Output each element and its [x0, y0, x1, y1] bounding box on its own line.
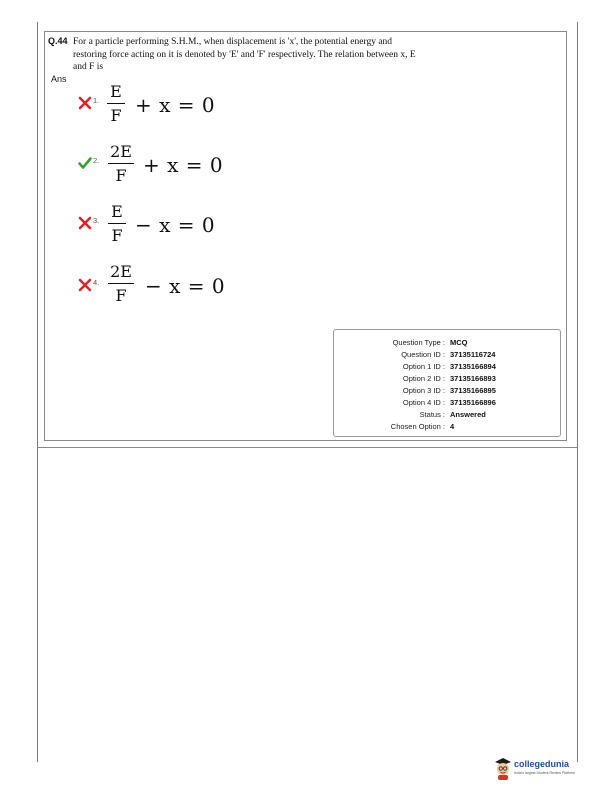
denominator: F — [115, 166, 127, 185]
denominator: F — [115, 286, 127, 305]
question-text: For a particle performing S.H.M., when displacement is 'x', the potential energy and restoring force acting on it is denoted by 'E' and 'F' respectively. The relation between x, E and F is — [73, 37, 416, 72]
info-key: Option 1 ID : — [402, 362, 445, 371]
info-row — [334, 338, 562, 350]
fraction-bar — [107, 103, 125, 104]
option-2 — [78, 142, 278, 198]
numerator: 2E — [110, 262, 132, 281]
equation-rest: + x = 0 — [143, 153, 224, 177]
fraction — [108, 142, 134, 185]
option-4 — [78, 262, 278, 318]
info-row — [334, 422, 562, 434]
info-row — [334, 398, 562, 410]
fraction-bar — [108, 223, 126, 224]
question-number: Q.44 — [48, 36, 68, 46]
info-key: Option 4 ID : — [402, 398, 445, 407]
cross-icon — [78, 96, 92, 110]
info-row — [334, 410, 562, 422]
option-number: 4. — [93, 278, 100, 287]
denominator: F — [111, 226, 123, 245]
info-value: Answered — [450, 410, 486, 419]
option-1 — [78, 82, 278, 138]
fraction — [107, 82, 125, 125]
info-value: 37135166895 — [450, 386, 496, 395]
info-key: Option 3 ID : — [402, 386, 445, 395]
denominator: F — [110, 106, 122, 125]
collegedunia-logo — [493, 756, 598, 782]
info-row — [334, 350, 562, 362]
equation-rest: − x = 0 — [135, 213, 216, 237]
info-row — [334, 374, 562, 386]
option-3 — [78, 202, 278, 258]
numerator: E — [111, 202, 123, 221]
check-icon — [78, 156, 92, 170]
ans-label: Ans — [51, 74, 67, 84]
info-key: Option 2 ID : — [402, 374, 445, 383]
info-value: 37135166896 — [450, 398, 496, 407]
equation-rest: − x = 0 — [145, 274, 226, 298]
brand-tagline: India's largest Student Review Platform — [514, 771, 575, 775]
cross-icon — [78, 278, 92, 292]
fraction — [108, 262, 134, 305]
info-value: MCQ — [450, 338, 468, 347]
fraction-bar — [108, 283, 134, 284]
fraction-bar — [108, 163, 134, 164]
option-number: 1. — [93, 96, 100, 105]
info-value: 37135166893 — [450, 374, 496, 383]
numerator: 2E — [110, 142, 132, 161]
numerator: E — [110, 82, 122, 101]
info-row — [334, 386, 562, 398]
info-row — [334, 362, 562, 374]
divider — [37, 447, 577, 448]
info-value: 37135116724 — [450, 350, 496, 359]
info-value: 4 — [450, 422, 455, 431]
option-number: 2. — [93, 156, 100, 165]
fraction — [108, 202, 126, 245]
info-key: Question Type : — [392, 338, 445, 347]
cross-icon — [78, 216, 92, 230]
info-key: Chosen Option : — [390, 422, 445, 431]
question-info-box — [333, 329, 561, 437]
equation-rest: + x = 0 — [135, 93, 216, 117]
option-number: 3. — [93, 216, 100, 225]
info-key: Status : — [419, 410, 445, 419]
brand-name: collegedunia — [514, 759, 570, 769]
info-value: 37135166894 — [450, 362, 496, 371]
mascot-icon — [493, 756, 513, 780]
info-key: Question ID : — [401, 350, 445, 359]
